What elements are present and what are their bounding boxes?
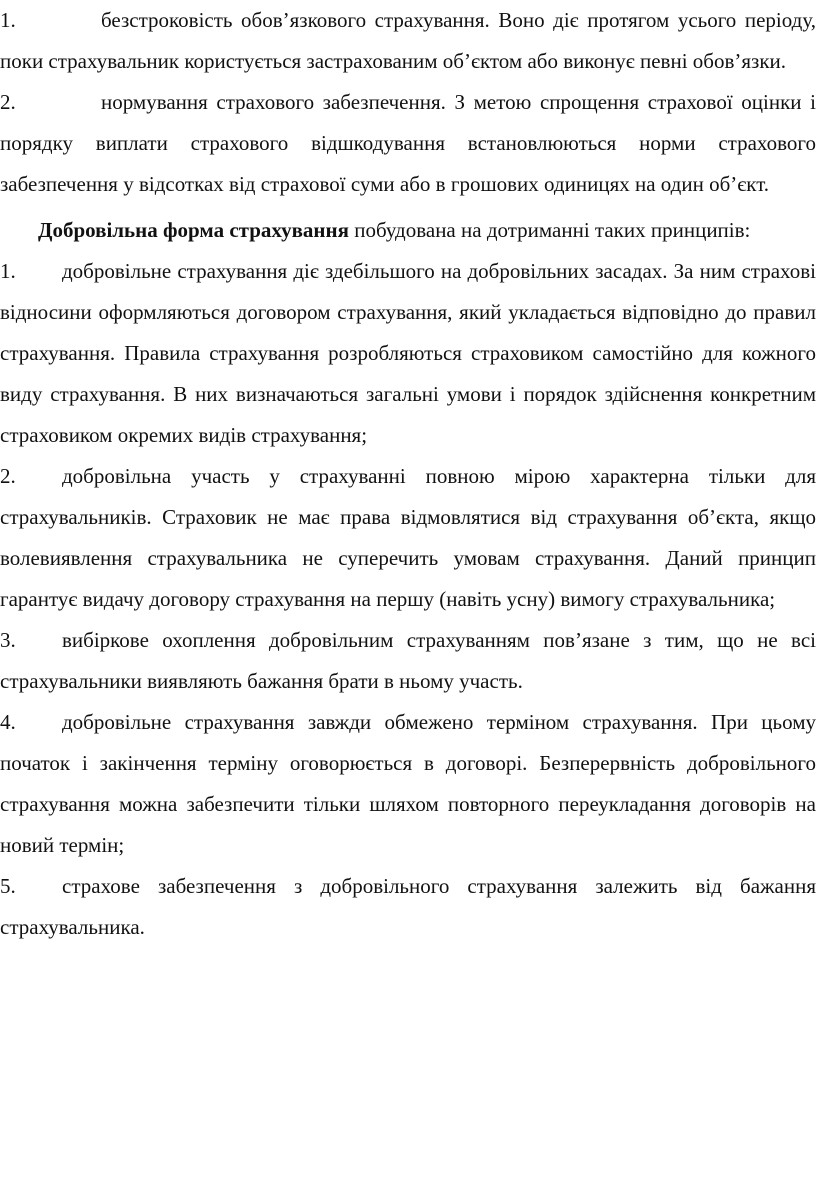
list-item-text: страхове забезпечення з добровільного страхування залежить від бажання страхувальника. <box>0 874 816 939</box>
list-item-number: 2. <box>0 90 16 114</box>
list-item-number: 5. <box>0 874 16 898</box>
list-item-voluntary-5 <box>0 866 816 948</box>
list-item-number: 2. <box>0 464 16 488</box>
list-item-number: 1. <box>0 8 16 32</box>
voluntary-intro-paragraph <box>0 210 816 251</box>
list-item-number: 4. <box>0 710 16 734</box>
list-item-text: вибіркове охоплення добровільним страхуванням пов’язане з тим, що не всі страхувальники виявляють бажання брати в ньому участь. <box>0 628 816 693</box>
list-item-text: добровільне страхування діє здебільшого на добровільних засадах. За ним страхові відносини оформляються договором страхування, який укладається відповідно до правил страхування. Правила страхування розробляються страховиком самостійно для кожного виду страхування. В них визначаються загальні умови і порядок здійснення конкретним страховиком окремих видів страхування; <box>0 259 816 447</box>
list-item-text: добровільна участь у страхуванні повною мірою характерна тільки для страхувальників. Страховик не має права відмовлятися від страхування об’єкта, якщо волевиявлення страхувальника не суперечить умовам страхування. Даний принцип гарантує видачу договору страхування на першу (навіть усну) вимогу страхувальника; <box>0 464 816 611</box>
list-item-mandatory-2 <box>0 82 816 205</box>
list-item-number: 1. <box>0 259 16 283</box>
voluntary-intro-text: побудована на дотриманні таких принципів: <box>349 218 751 242</box>
list-item-text: безстроковість обов’язкового страхування. Воно діє протягом усього періоду, поки страхувальник користується застрахованим об’єктом або виконує певні обов’язки. <box>0 8 816 73</box>
list-item-text: добровільне страхування завжди обмежено терміном страхування. При цьому початок і закінчення терміну оговорюється в договорі. Безперервність добровільного страхування можна забезпечити тільки шляхом повторного переукладання договорів на новий термін; <box>0 710 816 857</box>
list-item-text: нормування страхового забезпечення. З метою спрощення страхової оцінки і порядку виплати страхового відшкодування встановлюються норми страхового забезпечення у відсотках від страхової суми або в грошових одиницях на один об’єкт. <box>0 90 816 196</box>
voluntary-form-heading: Добровільна форма страхування <box>38 218 349 242</box>
list-item-voluntary-2 <box>0 456 816 620</box>
list-item-voluntary-3 <box>0 620 816 702</box>
list-item-number: 3. <box>0 628 16 652</box>
list-item-voluntary-1 <box>0 251 816 456</box>
list-item-voluntary-4 <box>0 702 816 866</box>
list-item-mandatory-1 <box>0 0 816 82</box>
